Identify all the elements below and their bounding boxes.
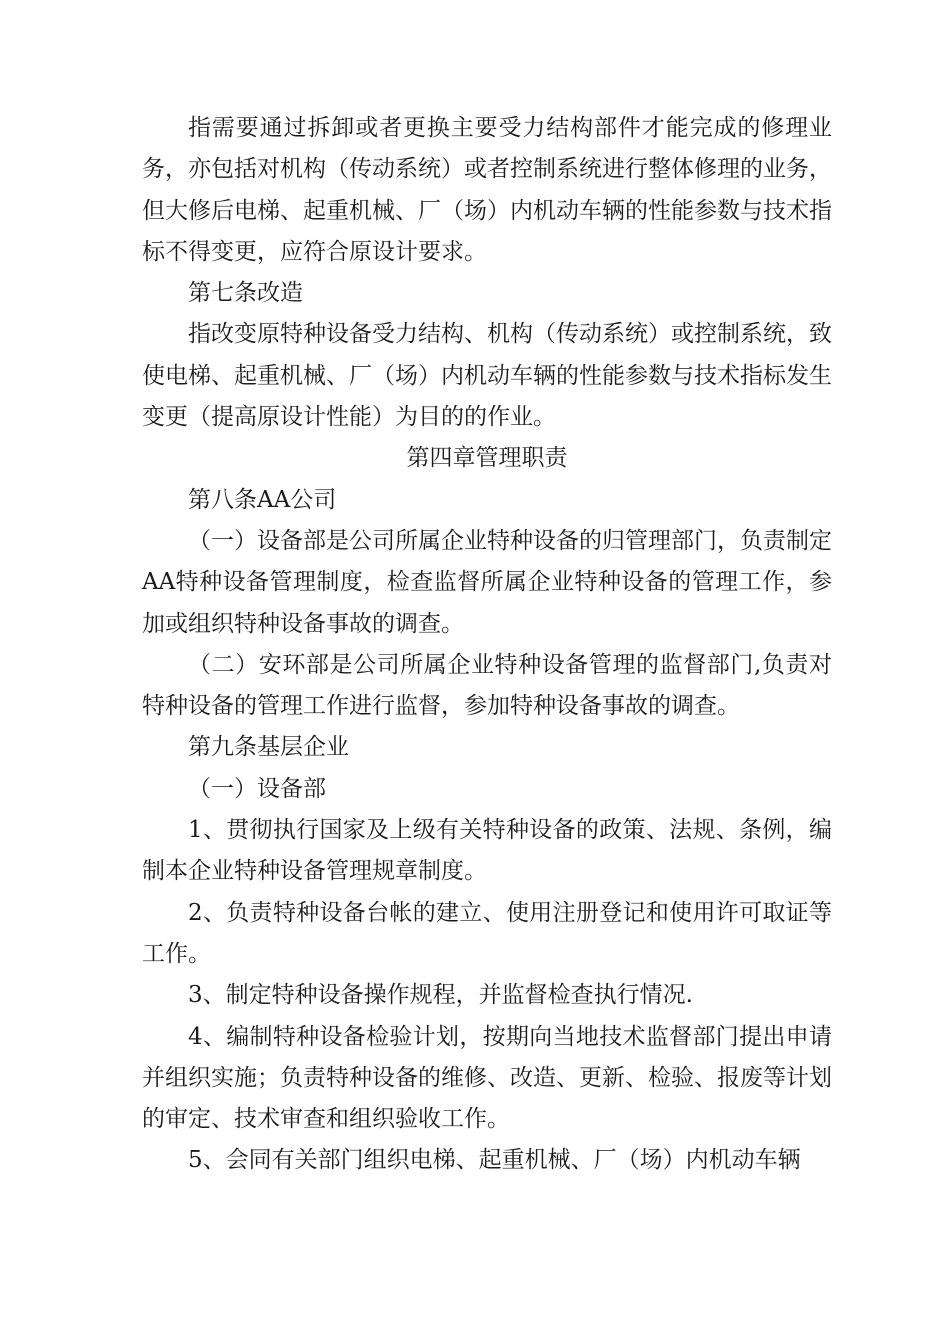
list-item-4: 4、编制特种设备检验计划，按期向当地技术监督部门提出申请并组织实施；负责特种设备的维修、改造、更新、检验、报废等计划的审定、技术审查和组织验收工作。 — [142, 1023, 832, 1133]
paragraph-modification-definition: 指改变原特种设备受力结构、机构（传动系统）或控制系统，致使电梯、起重机械、厂（场）内机动车辆的性能参数与技术指标发生变更（提高原设计性能）为目的的作业。 — [142, 321, 832, 431]
chapter-4-heading: 第四章管理职责 — [406, 445, 568, 472]
article-8-item-2: （二）安环部是公司所属企业特种设备管理的监督部门,负责对特种设备的管理工作进行监督，参加特种设备事故的调查。 — [142, 651, 832, 720]
list-item-5: 5、会同有关部门组织电梯、起重机械、厂（场）内机动车辆 — [188, 1147, 801, 1174]
list-item-2: 2、负责特种设备台帐的建立、使用注册登记和使用许可取证等工作。 — [142, 899, 832, 967]
article-9-subsection-1: （一）设备部 — [188, 775, 326, 802]
list-item-3: 3、制定特种设备操作规程，并监督检查执行情况. — [188, 982, 693, 1009]
document-page — [142, 108, 832, 1182]
paragraph-major-repair-definition: 指需要通过拆卸或者更换主要受力结构部件才能完成的修理业务，亦包括对机构（传动系统）或者控制系统进行整体修理的业务，但大修后电梯、起重机械、厂（场）内机动车辆的性能参数与技术指标不得变更，应符合原设计要求。 — [142, 115, 832, 265]
article-9-title: 第九条基层企业 — [188, 734, 349, 761]
article-8-title: 第八条AA公司 — [188, 486, 337, 513]
list-item-1: 1、贯彻执行国家及上级有关特种设备的政策、法规、条例，编制本企业特种设备管理规章制度。 — [142, 817, 832, 885]
article-7-title: 第七条改造 — [188, 280, 303, 307]
article-8-item-1: （一）设备部是公司所属企业特种设备的归管理部门，负责制定AA特种设备管理制度，检查监督所属企业特种设备的管理工作，参加或组织特种设备事故的调查。 — [142, 527, 832, 637]
